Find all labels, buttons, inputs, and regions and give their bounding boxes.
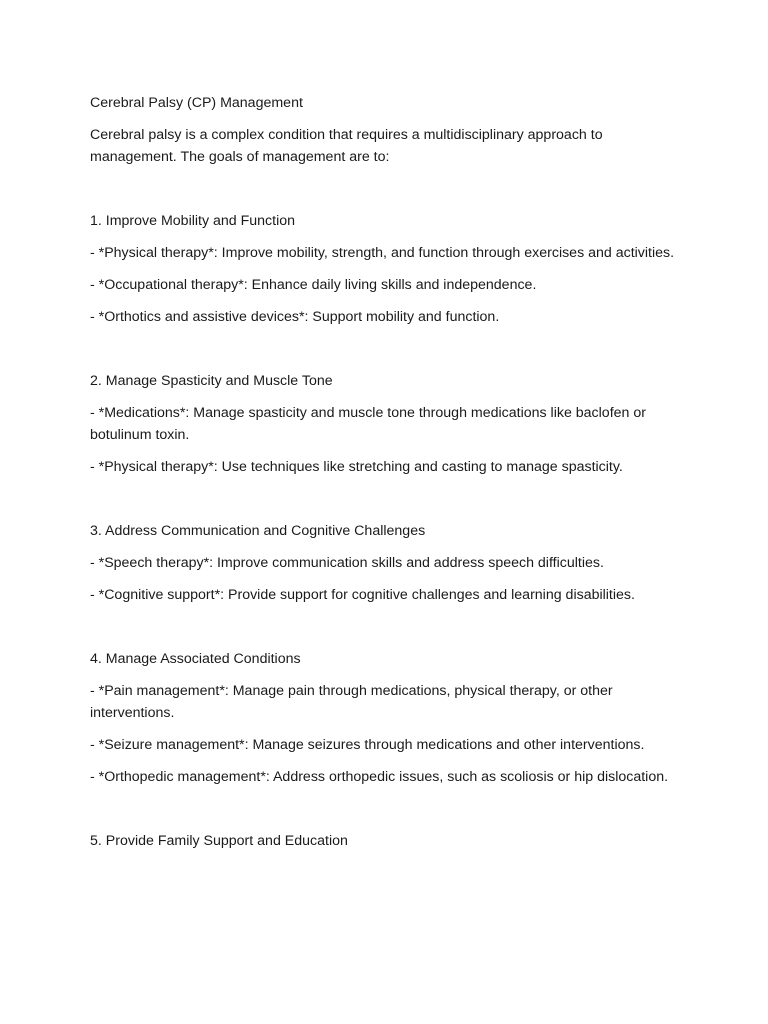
document-title: Cerebral Palsy (CP) Management: [90, 95, 303, 111]
list-item: - *Medications*: Manage spasticity and muscle tone through medications like baclofen or botulinum toxin.: [90, 405, 646, 443]
list-item: - *Cognitive support*: Provide support for cognitive challenges and learning disabilities.: [90, 587, 635, 603]
list-item: - *Seizure management*: Manage seizures through medications and other interventions.: [90, 737, 645, 753]
document-page: [90, 92, 680, 862]
section-heading-1: 1. Improve Mobility and Function: [90, 213, 296, 229]
list-item: - *Speech therapy*: Improve communication skills and address speech difficulties.: [90, 555, 604, 571]
list-item: - *Pain management*: Manage pain through medications, physical therapy, or other interventions.: [90, 683, 613, 721]
list-item: - *Physical therapy*: Improve mobility, strength, and function through exercises and activities.: [90, 245, 675, 261]
section-heading-2: 2. Manage Spasticity and Muscle Tone: [90, 373, 333, 389]
intro-paragraph: Cerebral palsy is a complex condition that requires a multidisciplinary approach to management. The goals of management are to:: [90, 127, 603, 165]
section-heading-4: 4. Manage Associated Conditions: [90, 651, 301, 667]
section-heading-3: 3. Address Communication and Cognitive Challenges: [90, 523, 426, 539]
list-item: - *Physical therapy*: Use techniques like stretching and casting to manage spasticity.: [90, 459, 623, 475]
list-item: - *Orthopedic management*: Address orthopedic issues, such as scoliosis or hip dislocation.: [90, 769, 669, 785]
section-heading-5: 5. Provide Family Support and Education: [90, 833, 348, 849]
list-item: - *Orthotics and assistive devices*: Support mobility and function.: [90, 309, 500, 325]
list-item: - *Occupational therapy*: Enhance daily living skills and independence.: [90, 277, 537, 293]
